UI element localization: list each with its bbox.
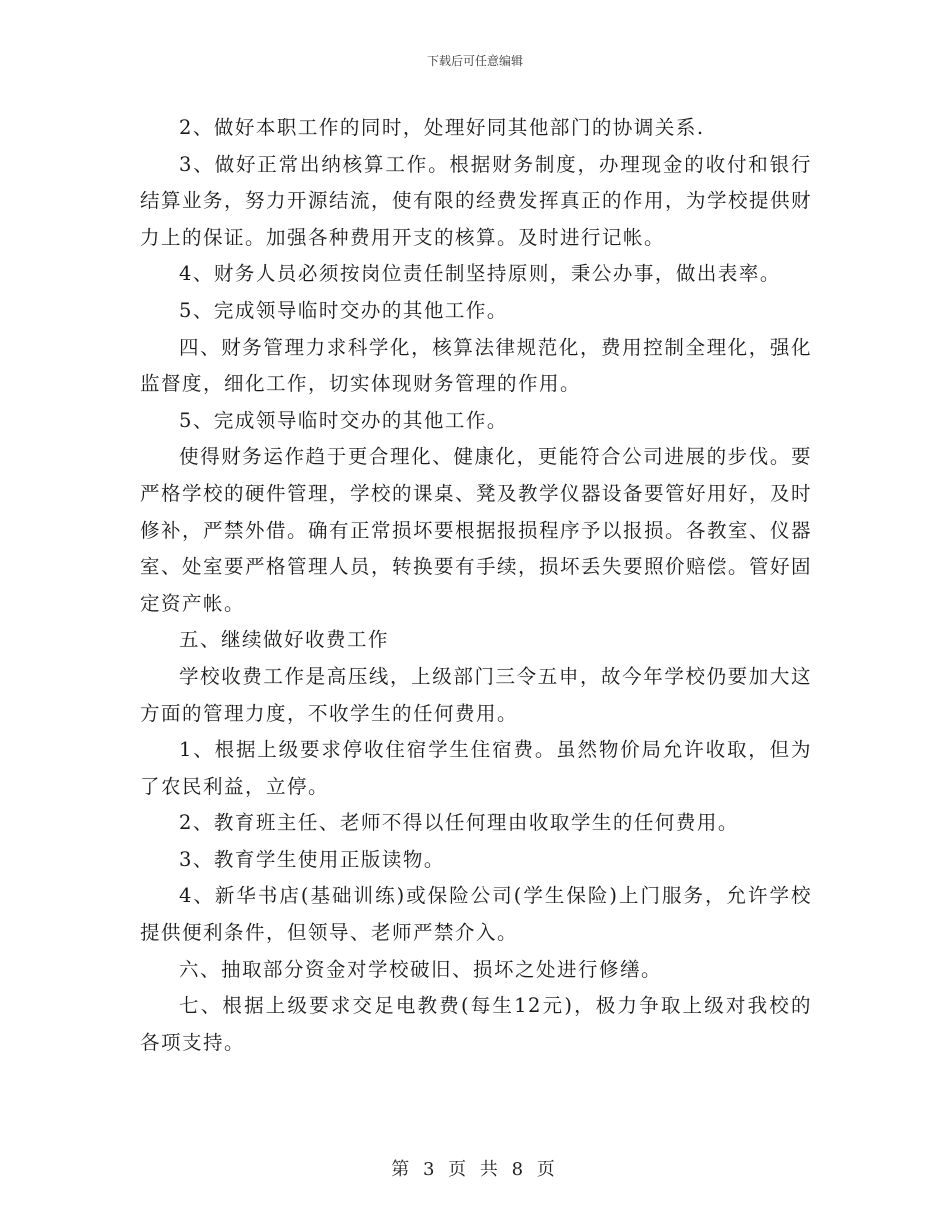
section-heading: 五、继续做好收费工作 [179, 628, 390, 652]
paragraph: 学校收费工作是高压线，上级部门三令五申，故今年学校仍要加大这方面的管理力度，不收学生的任何费用。 [140, 664, 812, 725]
page-number: 第 3 页 共 8 页 [391, 1159, 559, 1180]
paragraph: 四、财务管理力求科学化，核算法律规范化，费用控制全理化，强化监督度，细化工作，切实体现财务管理的作用。 [140, 335, 812, 396]
paragraph: 1、根据上级要求停收住宿学生住宿费。虽然物价局允许收取，但为了农民利益，立停。 [140, 738, 812, 798]
paragraph: 3、做好正常出纳核算工作。根据财务制度，办理现金的收付和银行结算业务，努力开源结流，使有限的经费发挥真正的作用，为学校提供财力上的保证。加强各种费用开支的核算。及时进行记帐。 [140, 152, 813, 249]
paragraph: 2、做好本职工作的同时，处理好同其他部门的协调关系. [179, 116, 705, 139]
paragraph: 4、财务人员必须按岗位责任制坚持原则，秉公办事，做出表率。 [179, 262, 781, 286]
paragraph: 4、新华书店(基础训练)或保险公司(学生保险)上门服务，允许学校提供便利条件，但领导、老师严禁介入。 [140, 884, 812, 945]
paragraph: 5、完成领导临时交办的其他工作。 [179, 408, 508, 432]
paragraph: 3、教育学生使用正版读物。 [179, 847, 445, 871]
paragraph: 使得财务运作趋于更合理化、健康化，更能符合公司进展的步伐。要严格学校的硬件管理，学校的课桌、凳及教学仪器设备要管好用好，及时修补，严禁外借。确有正常损坏要根据报损程序予以报损。各教室、仪器室、处室要严格管理人员，转换要有手续，损坏丢失要照价赔偿。管好固定资产帐。 [140, 445, 813, 615]
page-header: 下载后可任意编辑 [426, 54, 523, 68]
paragraph: 5、完成领导临时交办的其他工作。 [179, 298, 508, 322]
section-heading: 六、抽取部分资金对学校破旧、损坏之处进行修缮。 [179, 957, 663, 981]
section-heading: 七、根据上级要求交足电教费(每生12元)，极力争取上级对我校的各项支持。 [140, 994, 812, 1054]
paragraph: 2、教育班主任、老师不得以任何理由收取学生的任何费用。 [179, 811, 739, 835]
document-body [140, 110, 812, 1061]
